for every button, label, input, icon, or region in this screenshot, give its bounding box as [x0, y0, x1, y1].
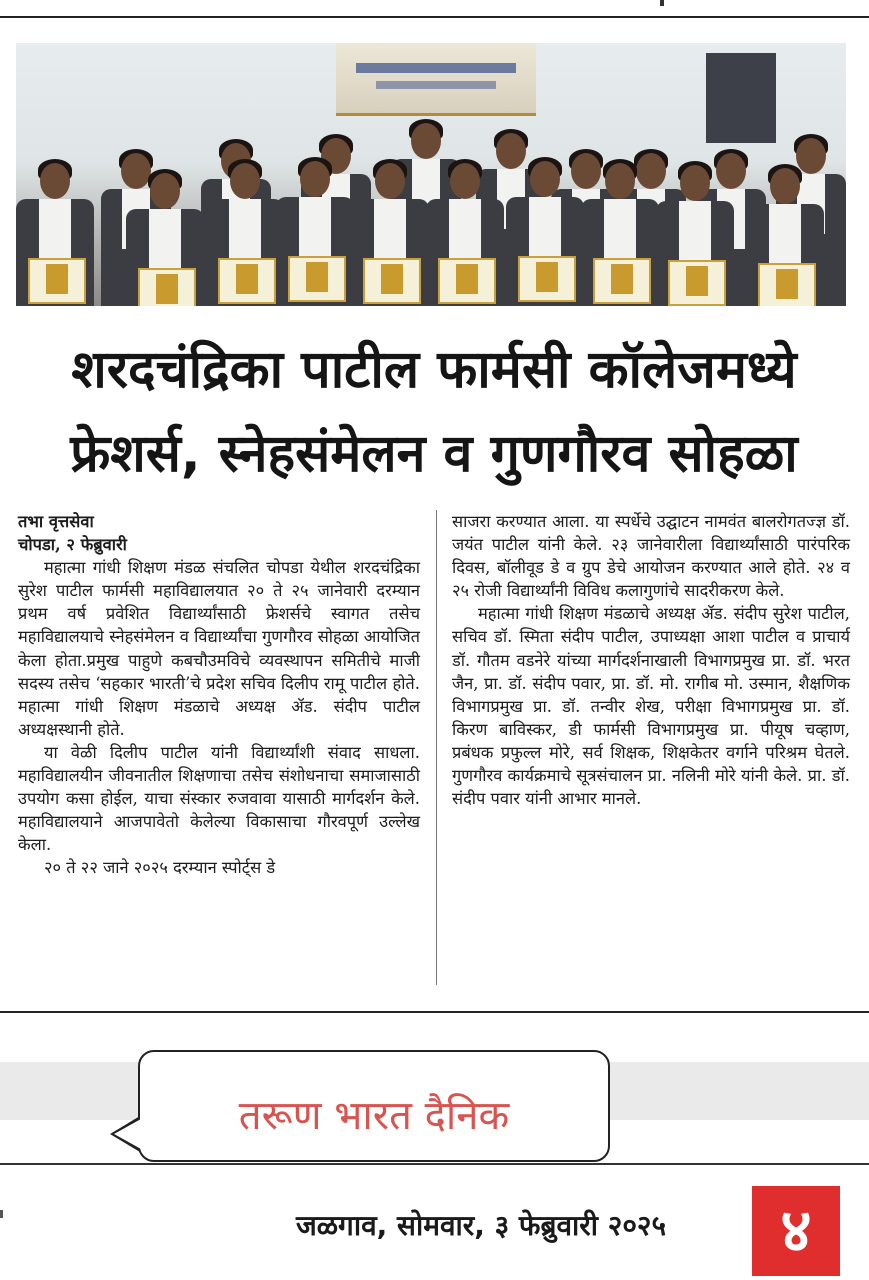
article-left-column: [18, 510, 420, 880]
article-paragraph: महात्मा गांधी शिक्षण मंडळाचे अध्यक्ष ॲड. संदीप सुरेश पाटील, सचिव डॉ. स्मिता संदीप पाटील, उपाध्यक्षा आशा पाटील व प्राचार्य डॉ. गौतम वडनेरे यांच्या मार्गदर्शनाखाली विभागप्रमुख प्रा. डॉ. भरत जैन, प्रा. डॉ. संदीप पवार, प्रा. डॉ. मो. रागीब मो. उस्मान, शैक्षणिक विभागप्रमुख प्रा. डॉ. तन्वीर शेख, परीक्षा विभागप्रमुख प्रा. डॉ. किरण बाविस्कर, डी फार्मसी विभागप्रमुख प्रा. पीयूष चव्हाण, प्रबंधक प्रफुल्ल मोरे, सर्व शिक्षक, शिक्षकेतर वर्गाने परिश्रम घेतले. गुणगौरव कार्यक्रमाचे सूत्रसंचालन प्रा. नलिनी मोरे यांनी केले. प्रा. डॉ. संदीप पवार यांनी आभार मानले.: [452, 604, 850, 809]
article-paragraph: महात्मा गांधी शिक्षण मंडळ संचलित चोपडा येथील शरदचंद्रिका सुरेश पाटील फार्मसी महाविद्यालयात २० ते २५ जानेवारी दरम्यान प्रथम वर्ष प्रवेशित विद्यार्थ्यांसाठी फ्रेशर्सचे स्वागत तसेच महाविद्यालयाचे स्नेहसंमेलन व विद्यार्थ्यांचा गुणगौरव सोहळा आयोजित केला होता.प्रमुख पाहुणे कबचौउमविचे व्यवस्थापन समितीचे माजी सदस्य तसेच ‘सहकार भारती’चे प्रदेश सचिव दिलीप रामू पाटील होते. महात्मा गांधी शिक्षण मंडळाचे अध्यक्ष ॲड. संदीप पाटील अध्यक्षस्थानी होते.: [18, 558, 420, 739]
top-edge-mark: [660, 0, 664, 6]
photo-door: [706, 53, 776, 143]
article-paragraph: या वेळी दिलीप पाटील यांनी विद्यार्थ्यांशी संवाद साधला. महाविद्यालयीन जीवनातील शिक्षणाचा तसेच संशोधनाचा समाजासाठी उपयोग कसा होईल, याचा संस्कार रुजवावा यासाठी मार्गदर्शन केले. महाविद्यालयाने आजपावेतो केलेल्या विकासाचा गौरवपूर्ण उल्लेख केला.: [18, 742, 420, 855]
photo-person: [746, 168, 824, 306]
headline-line-2: फ्रेशर्स, स्नेहसंमेलन व गुणगौरव सोहळा: [70, 424, 798, 484]
photo-person: [276, 161, 354, 306]
top-rule: [0, 16, 869, 18]
headline-line-1: शरदचंद्रिका पाटील फार्मसी कॉलेजमध्ये: [71, 340, 797, 400]
article-byline: तभा वृत्तसेवा: [18, 512, 94, 531]
news-photo: [16, 43, 846, 306]
callout-tail-fill: [114, 1119, 141, 1149]
article-right-column: [452, 510, 850, 810]
article-paragraph: साजरा करण्यात आला. या स्पर्धेचे उद्घाटन नामवंत बालरोगतज्ज्ञ डॉ. जयंत पाटील यांनी केले. २३ जानेवारीला विद्यार्थ्यांसाठी पारंपरिक दिवस, बॉलीवूड डे व ग्रुप डेचे आयोजन करण्यात आले होते. २४ व २५ रोजी विद्यार्थ्यांनी विविध कलागुणांचे सादरीकरण केले.: [452, 512, 850, 601]
photo-person: [656, 165, 734, 306]
photo-person: [426, 163, 504, 306]
column-divider: [436, 510, 437, 985]
photo-person: [581, 163, 659, 306]
photo-person: [506, 161, 584, 306]
source-callout-text: तरूण भारत दैनिक: [238, 1093, 510, 1139]
bottom-rule: [0, 1011, 869, 1013]
article-paragraph: २० ते २२ जाने २०२५ दरम्यान स्पोर्ट्स डे: [44, 858, 276, 878]
photo-person: [16, 163, 94, 306]
photo-banner: [336, 43, 536, 116]
photo-person: [351, 163, 429, 306]
article-dateline: चोपडा, २ फेब्रुवारी: [18, 535, 127, 555]
page-number-badge: ४: [752, 1186, 840, 1276]
edge-mark: [0, 1210, 3, 1218]
masthead-rule: [0, 1163, 869, 1165]
edition-dateline: जळगाव, सोमवार, ३ फेब्रुवारी २०२५: [296, 1209, 667, 1242]
photo-person: [126, 173, 204, 306]
photo-person: [206, 163, 284, 306]
